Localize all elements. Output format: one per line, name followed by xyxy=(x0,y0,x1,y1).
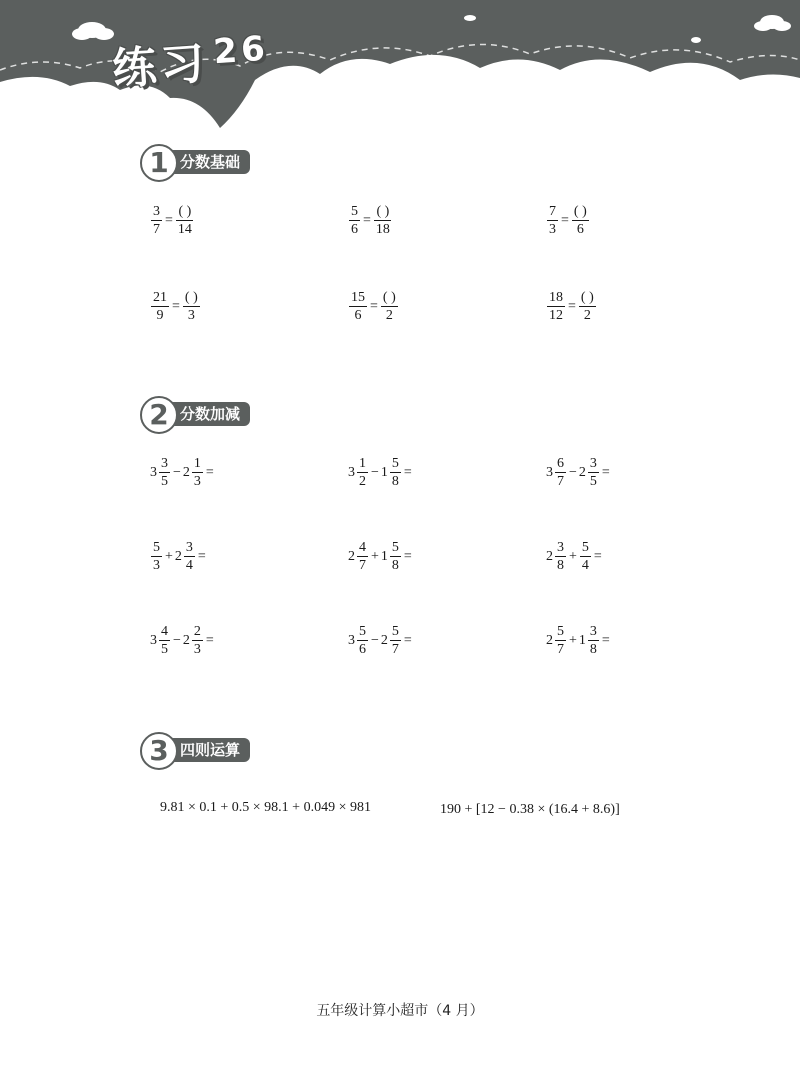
numerator: 18 xyxy=(549,290,563,305)
fraction xyxy=(159,456,170,489)
whole-number: 2 xyxy=(174,548,182,564)
fraction xyxy=(192,624,203,657)
equivalent-fraction-problem xyxy=(546,290,597,323)
operator: + xyxy=(569,548,577,564)
expression-problem: 190 + [12 − 0.38 × (16.4 + 8.6)] xyxy=(440,802,620,817)
denominator: 6 xyxy=(351,222,358,237)
blank-fraction xyxy=(572,204,589,237)
fraction xyxy=(580,540,591,573)
fraction xyxy=(547,290,565,323)
section-title: 分数加减 xyxy=(162,402,250,426)
fraction xyxy=(390,456,401,489)
fraction xyxy=(390,540,401,573)
denominator: 6 xyxy=(576,222,584,237)
mixed-number-problem xyxy=(546,456,612,489)
denominator: 18 xyxy=(375,222,390,237)
fraction xyxy=(555,624,566,657)
mixed-number-problem xyxy=(348,540,414,573)
denominator: 6 xyxy=(354,308,362,323)
numerator: 5 xyxy=(581,540,589,555)
numerator: ( ) xyxy=(178,204,192,219)
mixed-number-problem xyxy=(546,540,604,573)
blank-fraction xyxy=(176,204,194,237)
mixed-number-problem xyxy=(150,624,216,657)
numerator: 3 xyxy=(161,456,168,471)
whole-number: 3 xyxy=(348,464,355,480)
mixed-number-problem xyxy=(348,456,414,489)
operator: − xyxy=(569,464,577,480)
whole-number: 3 xyxy=(150,464,157,480)
numerator: 3 xyxy=(589,624,597,639)
denominator: 3 xyxy=(187,308,195,323)
denominator: 3 xyxy=(193,474,201,489)
fraction xyxy=(588,624,599,657)
equivalent-fraction-problem xyxy=(348,204,393,237)
whole-number: 3 xyxy=(348,632,355,648)
whole-number: 1 xyxy=(380,464,388,480)
blank-fraction xyxy=(183,290,200,323)
denominator: 8 xyxy=(557,558,564,573)
fraction xyxy=(547,204,558,237)
numerator: 5 xyxy=(391,540,399,555)
numerator: ( ) xyxy=(382,290,396,305)
operator: − xyxy=(371,632,379,648)
denominator: 7 xyxy=(153,222,160,237)
equals-sign: = xyxy=(205,632,214,648)
whole-number: 2 xyxy=(546,632,553,648)
mixed-number-problem xyxy=(150,456,216,489)
numerator: ( ) xyxy=(573,204,587,219)
operator: + xyxy=(569,632,577,648)
fraction xyxy=(184,540,195,573)
whole-number: 1 xyxy=(578,632,586,648)
whole-number: 2 xyxy=(380,632,388,648)
exercise-number: 26 xyxy=(212,28,271,73)
section-number-badge: 1 xyxy=(140,144,178,182)
numerator: ( ) xyxy=(580,290,594,305)
denominator: 3 xyxy=(549,222,556,237)
denominator: 7 xyxy=(557,474,564,489)
numerator: 6 xyxy=(557,456,564,471)
operator: + xyxy=(371,548,379,564)
fraction xyxy=(192,456,203,489)
numerator: 5 xyxy=(153,540,160,555)
title-text: 练习 xyxy=(110,37,211,96)
equals-sign: = xyxy=(205,464,214,480)
denominator: 8 xyxy=(589,642,597,657)
numerator: 4 xyxy=(161,624,168,639)
expression-problem: 9.81 × 0.1 + 0.5 × 98.1 + 0.049 × 981 xyxy=(160,800,371,815)
fraction xyxy=(555,456,566,489)
numerator: 4 xyxy=(359,540,366,555)
equals-sign: = xyxy=(568,298,576,314)
section-title: 分数基础 xyxy=(162,150,250,174)
denominator: 5 xyxy=(161,474,168,489)
whole-number: 2 xyxy=(182,464,190,480)
equals-sign: = xyxy=(403,464,412,480)
numerator: 5 xyxy=(351,204,358,219)
denominator: 14 xyxy=(177,222,192,237)
equals-sign: = xyxy=(165,212,173,228)
equals-sign: = xyxy=(197,548,206,564)
numerator: 3 xyxy=(589,456,597,471)
numerator: 3 xyxy=(557,540,564,555)
equivalent-fraction-problem xyxy=(348,290,399,323)
equals-sign: = xyxy=(601,632,610,648)
blank-fraction xyxy=(374,204,392,237)
denominator: 5 xyxy=(589,474,597,489)
denominator: 4 xyxy=(185,558,193,573)
whole-number: 2 xyxy=(578,464,586,480)
denominator: 4 xyxy=(581,558,589,573)
fraction xyxy=(349,290,367,323)
numerator: ( ) xyxy=(376,204,390,219)
equivalent-fraction-problem xyxy=(150,204,195,237)
whole-number: 2 xyxy=(182,632,190,648)
denominator: 12 xyxy=(549,308,563,323)
numerator: 3 xyxy=(153,204,160,219)
numerator: 7 xyxy=(549,204,556,219)
fraction xyxy=(151,204,162,237)
operator: − xyxy=(371,464,379,480)
section-number-badge: 2 xyxy=(140,396,178,434)
fraction xyxy=(357,456,368,489)
denominator: 5 xyxy=(161,642,168,657)
equals-sign: = xyxy=(172,298,180,314)
whole-number: 1 xyxy=(380,548,388,564)
operator: − xyxy=(173,464,181,480)
equals-sign: = xyxy=(593,548,602,564)
page-title xyxy=(110,23,271,98)
fraction xyxy=(151,290,169,323)
header-banner xyxy=(0,0,800,140)
page-footer: 五年级计算小超市（4 月） xyxy=(316,1003,484,1019)
whole-number: 3 xyxy=(546,464,553,480)
blank-fraction xyxy=(381,290,398,323)
denominator: 3 xyxy=(153,558,160,573)
whole-number: 3 xyxy=(150,632,157,648)
numerator: 5 xyxy=(359,624,366,639)
numerator: 5 xyxy=(391,624,399,639)
numerator: 5 xyxy=(391,456,399,471)
denominator: 2 xyxy=(359,474,366,489)
section-title: 四则运算 xyxy=(162,738,250,762)
equals-sign: = xyxy=(403,548,412,564)
denominator: 7 xyxy=(359,558,366,573)
fraction xyxy=(555,540,566,573)
blank-fraction xyxy=(579,290,596,323)
numerator: ( ) xyxy=(184,290,198,305)
fraction xyxy=(357,624,368,657)
equivalent-fraction-problem xyxy=(546,204,590,237)
section-number-badge: 3 xyxy=(140,732,178,770)
operator: + xyxy=(165,548,173,564)
equals-sign: = xyxy=(370,298,378,314)
denominator: 8 xyxy=(391,474,399,489)
whole-number: 2 xyxy=(348,548,355,564)
denominator: 3 xyxy=(193,642,201,657)
numerator: 1 xyxy=(359,456,366,471)
equals-sign: = xyxy=(601,464,610,480)
denominator: 7 xyxy=(391,642,399,657)
numerator: 1 xyxy=(193,456,201,471)
fraction xyxy=(390,624,401,657)
mixed-number-problem xyxy=(546,624,612,657)
denominator: 9 xyxy=(156,308,164,323)
denominator: 2 xyxy=(583,308,591,323)
denominator: 6 xyxy=(359,642,366,657)
numerator: 3 xyxy=(185,540,193,555)
fraction xyxy=(349,204,360,237)
whole-number: 2 xyxy=(546,548,553,564)
numerator: 5 xyxy=(557,624,564,639)
equals-sign: = xyxy=(363,212,371,228)
fraction xyxy=(159,624,170,657)
denominator: 7 xyxy=(557,642,564,657)
denominator: 8 xyxy=(391,558,399,573)
equivalent-fraction-problem xyxy=(150,290,201,323)
numerator: 2 xyxy=(193,624,201,639)
fraction xyxy=(357,540,368,573)
equals-sign: = xyxy=(403,632,412,648)
fraction xyxy=(151,540,162,573)
equals-sign: = xyxy=(561,212,569,228)
mixed-number-problem xyxy=(150,540,208,573)
fraction xyxy=(588,456,599,489)
numerator: 15 xyxy=(351,290,365,305)
mixed-number-problem xyxy=(348,624,414,657)
numerator: 21 xyxy=(153,290,167,305)
denominator: 2 xyxy=(385,308,393,323)
operator: − xyxy=(173,632,181,648)
